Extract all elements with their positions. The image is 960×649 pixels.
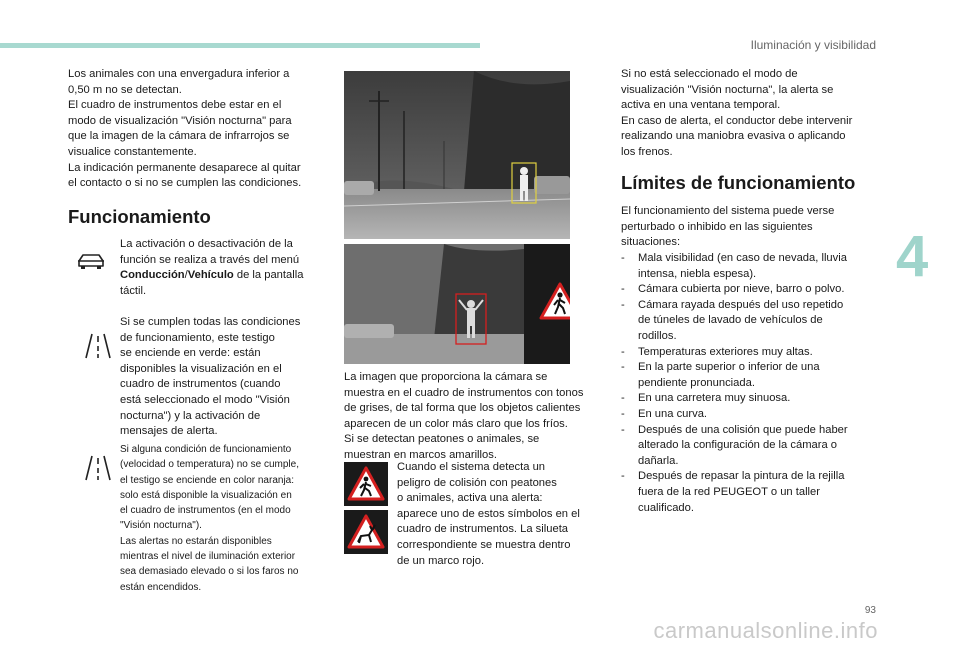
night-vision-green-icon [74, 318, 114, 360]
pedestrian-alert-symbol [344, 462, 388, 506]
list-item: - Después de repasar la pintura de la rejilla fuera de la red PEUGEOT o un taller cualificado. [621, 469, 883, 516]
list-item: - Cámara rayada después del uso repetido de túneles de lavado de vehículos de rodillos. [621, 298, 883, 345]
chapter-number: 4 [896, 224, 929, 289]
camera-caption: La imagen que proporciona la cámara se muestra en el cuadro de instrumentos con tonos de grises, de tal forma que los objetos calientes aparecen de un color más claro que los fríos. Si se detectan peatones o animales, se muestran en marcos amarillos. [344, 371, 584, 461]
page-number: 93 [864, 605, 876, 616]
header-accent-bar [0, 43, 480, 48]
menu-vehiculo: Vehículo [187, 269, 234, 282]
list-item: - En la parte superior o inferior de una pendiente pronunciada. [621, 360, 883, 391]
list-item: - Temperaturas exteriores muy altas. [621, 345, 883, 361]
night-vision-orange-icon [74, 440, 114, 482]
limits-list [621, 251, 883, 516]
alert-window-text: Si no está seleccionado el modo de visualización "Visión nocturna", la alerta se activa en una ventana temporal. En caso de alerta, el conductor debe intervenir realizando una maniobra evasiva o aplicando los frenos. [621, 68, 853, 158]
activation-text: La activación o desactivación de la función se realiza a través del menú Conducción/Vehículo de la pantalla táctil. [120, 238, 304, 297]
list-item: - Después de una colisión que puede haber alterado la configuración de la cámara o dañarla. [621, 423, 883, 470]
limits-intro: El funcionamiento del sistema puede verse perturbado o inhibido en las siguientes situaciones: [621, 205, 835, 249]
deer-warning-icon [344, 510, 388, 554]
pedestrian-warning-icon [538, 281, 570, 321]
car-outline-icon [74, 244, 108, 278]
thermal-camera-image-road [344, 71, 570, 239]
list-item: - En una carretera muy sinuosa. [621, 391, 883, 407]
section-title: Iluminación y visibilidad [750, 38, 876, 52]
menu-conduccion: Conducción [120, 269, 185, 282]
list-item: - Mala visibilidad (en caso de nevada, lluvia intensa, niebla espesa). [621, 251, 883, 282]
alert-text: Cuando el sistema detecta un peligro de colisión con peatones o animales, activa una alerta: aparece uno de estos símbolos en el cuadro de instrumentos. La silueta correspondiente se muestra dentro de un marco rojo. [397, 461, 580, 567]
intro-text: Los animales con una envergadura inferior a 0,50 m no se detectan. El cuadro de instrumentos debe estar en el modo de visualización "Visión nocturna" para que la imagen de la cámara de infrarrojos se visualice constantemente. La indicación permanente desaparece al quitar el contacto o si no se cumplen las condiciones. [68, 68, 302, 190]
green-indicator-text: Si se cumplen todas las condiciones de funcionamiento, este testigo se enciende en verde: están disponibles la visualización en el cuadro de instrumentos (cuando está seleccionado el modo "Visión nocturna") y la activación de mensajes de alerta. [120, 316, 301, 438]
heading-funcionamiento: Funcionamiento [68, 206, 211, 227]
list-item: - Cámara cubierta por nieve, barro o polvo. [621, 282, 883, 298]
thermal-camera-image-alert [344, 244, 570, 364]
heading-limites: Límites de funcionamiento [621, 172, 856, 193]
list-item: - En una curva. [621, 407, 883, 423]
watermark: carmanualsonline.info [653, 618, 878, 643]
orange-indicator-text: Si alguna condición de funcionamiento (velocidad o temperatura) no se cumple, el testigo se enciende en color naranja: solo está disponible la visualización en el cuadro de instrumentos (en el modo "Visión nocturna"). Las alertas no estarán disponibles mientras el nivel de iluminación exterior sea demasiado elevado o si los faros no están encendidos. [120, 444, 299, 593]
